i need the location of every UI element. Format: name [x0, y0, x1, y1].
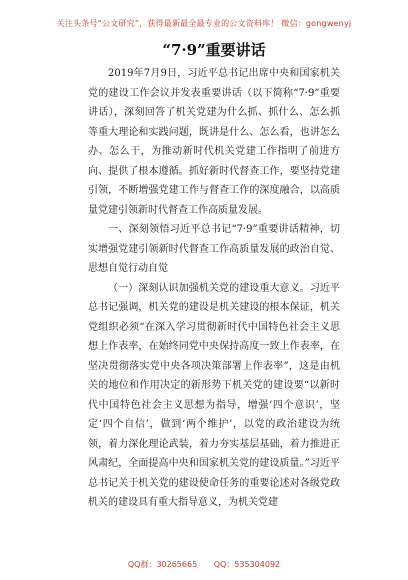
section-heading-one: 一、深刻领悟习近平总书记“7·9”重要讲话精神，切实增强党建引领新时代督查工作高质量发展的政治自觉、思想自觉行动自觉 [88, 224, 340, 274]
footer [0, 559, 408, 570]
footer-qq-group: QQ群：30265665 [127, 560, 198, 569]
document-body [88, 40, 340, 513]
footer-qq: QQ：535304092 [213, 560, 281, 569]
paragraph-intro: 2019年7月9日，习近平总书记出席中央和国家机关党的建设工作会议并发表重要讲话（以下简称“7·9”重要讲话），深刻回答了机关党建为什么抓、抓什么、怎么抓等重大理论和实践问题，既讲是什么、怎么看，也讲怎么办、怎么干，为推动新时代机关党建工作指明了前进方向、提供了根本遵循。抓好新时代督查工作，要坚持党建引领，不断增强党建工作与督查工作的深度融合，以高质量党建引领新时代督查工作高质量发展。 [88, 68, 340, 216]
header-banner: 关注头条号“公文研究”，获得最新最全最专业的公文资料库！ 微信：gongwenyj [56, 19, 352, 28]
document-title: “7·9”重要讲话 [162, 41, 266, 59]
paragraph-subsection-one: （一）深刻认识加强机关党的建设重大意义。习近平总书记强调，机关党的建设是机关建设的根本保证，机关党组织必须“在深入学习贯彻新时代中国特色社会主义思想上作表率，在始终同党中央保持高度一致上作表率，在坚决贯彻落实党中央各项决策部署上作表率”，这是由机关的地位和作用决定的新形势下机关党的建设要“以新时代中国特色社会主义思想为指导，增强‘四个意识’，坚定‘四个自信’，做到‘两个维护’，以党的政治建设为统领，着力深化理论武装，着力夯实基层基础，着力推进正风肃纪，全面提高中央和国家机关党的建设质量。”习近平总书记关于机关党的建设使命任务的重要论述对各级党政机关的建设具有重大指导意义，为机关党建 [88, 282, 340, 508]
